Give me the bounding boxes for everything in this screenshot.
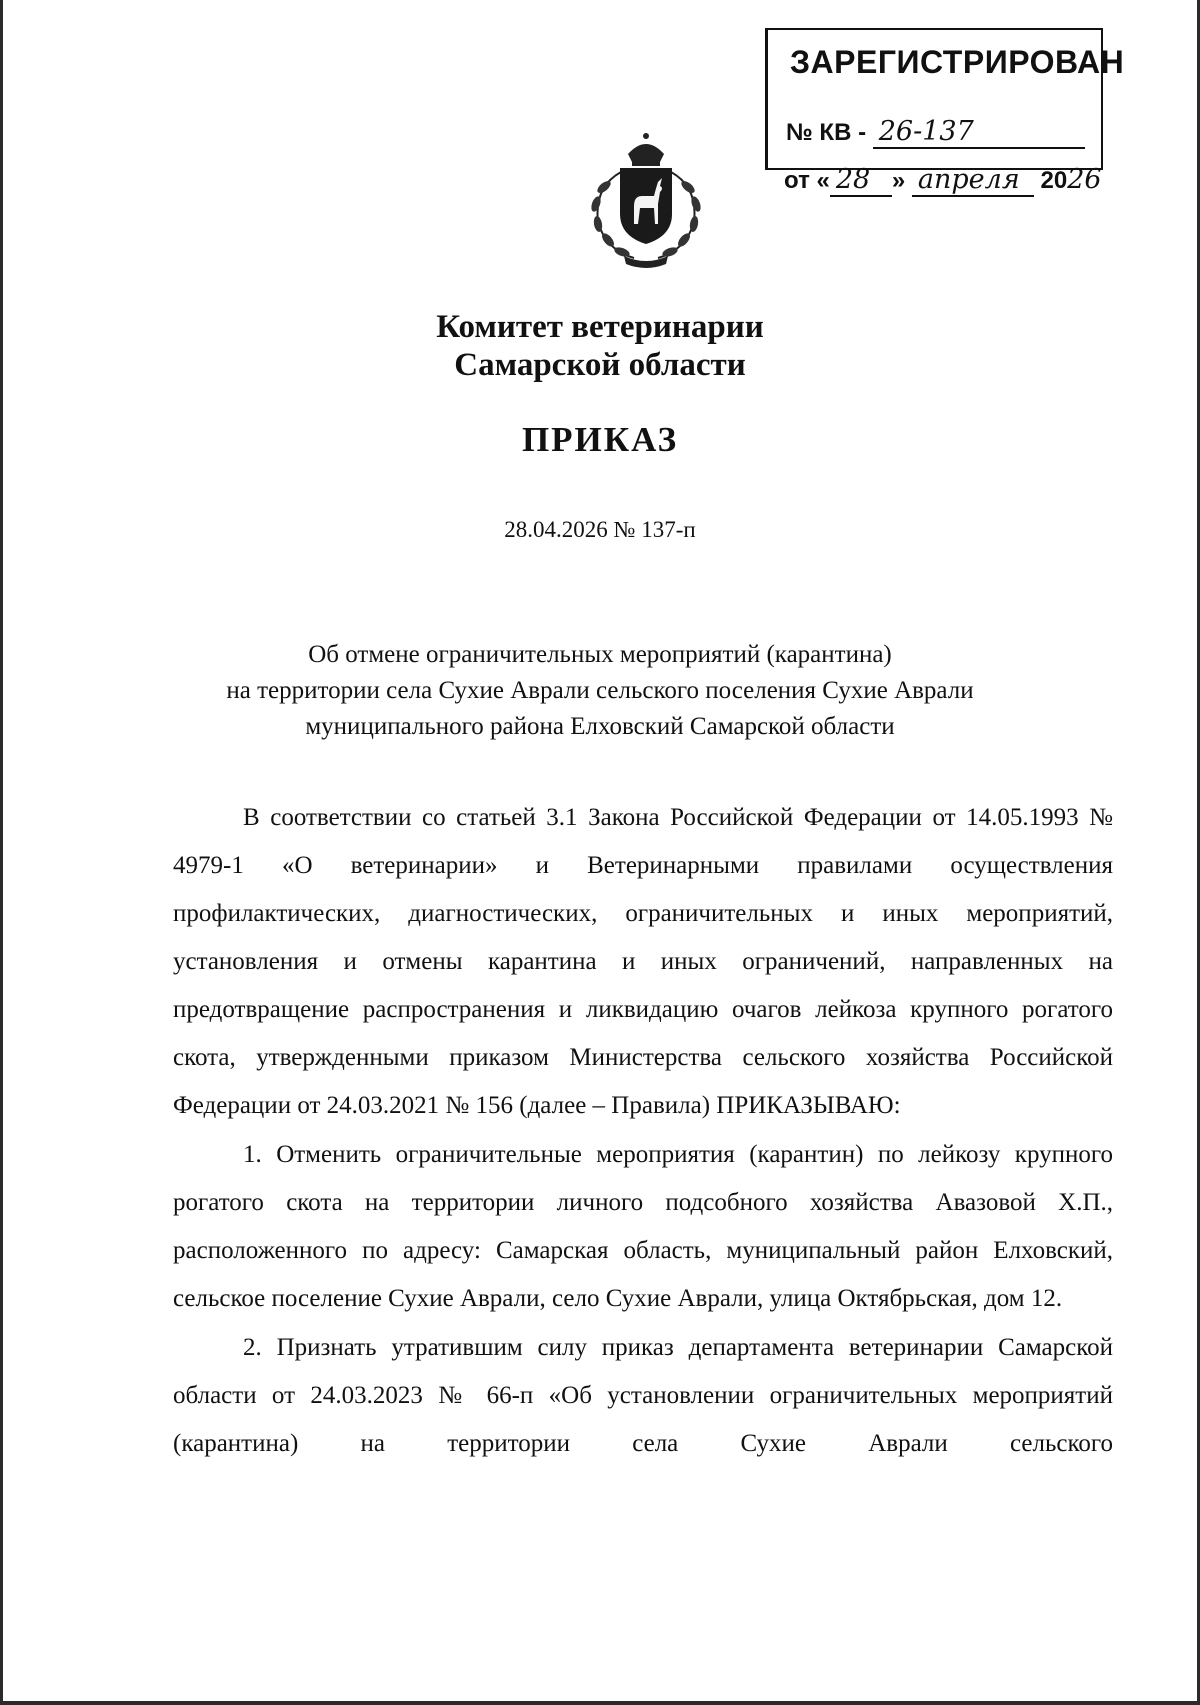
samara-coat-of-arms-icon — [576, 132, 716, 272]
stamp-date-year: 26 — [1067, 164, 1102, 195]
preamble-paragraph: В соответствии со статьей 3.1 Закона Российской Федерации от 14.05.1993 № 4979-1 «О ветеринарии» и Ветеринарными правилами осуществления профилактических, диагностических, ограничительных и иных мероприятий, установления и отмены карантина и иных ограничений, направленных на предотвращение распространения и ликвидацию очагов лейкоза крупного рогатого скота, утвержденными приказом Министерства сельского хозяйства Российской Федерации от 24.03.2021 № 156 (далее – Правила) ПРИКАЗЫВАЮ: — [173, 804, 1113, 1119]
page-edge-left — [0, 0, 3, 1705]
stamp-date-prefix: от « — [784, 167, 830, 194]
subject-line1: Об отмене ограничительных мероприятий (карантина) — [308, 641, 892, 668]
committee-name — [0, 308, 1200, 384]
stamp-number-row — [786, 116, 1085, 149]
document-subject — [0, 637, 1200, 745]
page-edge-bottom — [0, 1701, 1200, 1705]
item-1-paragraph: 1. Отменить ограничительные мероприятия (карантин) по лейкозу крупного рогатого скота на территории личного подсобного хозяйства Авазовой Х.П., расположенного по адресу: Самарская область, муниципальный район Елховский, сельское поселение Сухие Аврали, село Сухие Аврали, улица Октябрьская, дом 12. — [173, 1141, 1113, 1312]
stamp-date-row — [784, 164, 1107, 197]
stamp-date-month: апреля — [912, 164, 1034, 197]
stamp-date-day: 28 — [830, 164, 892, 197]
subject-line3: муниципального района Елховский Самарской области — [305, 713, 895, 740]
document-type: ПРИКАЗ — [521, 420, 679, 459]
registration-stamp — [765, 28, 1125, 195]
document-date-number: 28.04.2026 № 137-п — [504, 517, 696, 542]
committee-name-line1: Комитет ветеринарии — [436, 309, 764, 345]
document-body — [173, 794, 1113, 1468]
stamp-number-prefix: № КВ - — [786, 119, 867, 146]
item-2-paragraph: 2. Признать утратившим силу приказ департамента ветеринарии Самарской области от 24.03.2023 № 66-п «Об установлении ограничительных мероприятий (карантина) на территории села Сухие Аврали сельского — [173, 1334, 1113, 1457]
committee-name-line2: Самарской области — [454, 347, 746, 383]
stamp-number-handwritten: 26-137 — [873, 116, 1085, 149]
stamp-title: ЗАРЕГИСТРИРОВАН — [790, 44, 1125, 80]
subject-line2: на территории села Сухие Аврали сельского поселения Сухие Аврали — [226, 677, 974, 704]
stamp-date-mid: » — [891, 167, 906, 194]
stamp-date-year-prefix: 20 — [1040, 167, 1068, 194]
